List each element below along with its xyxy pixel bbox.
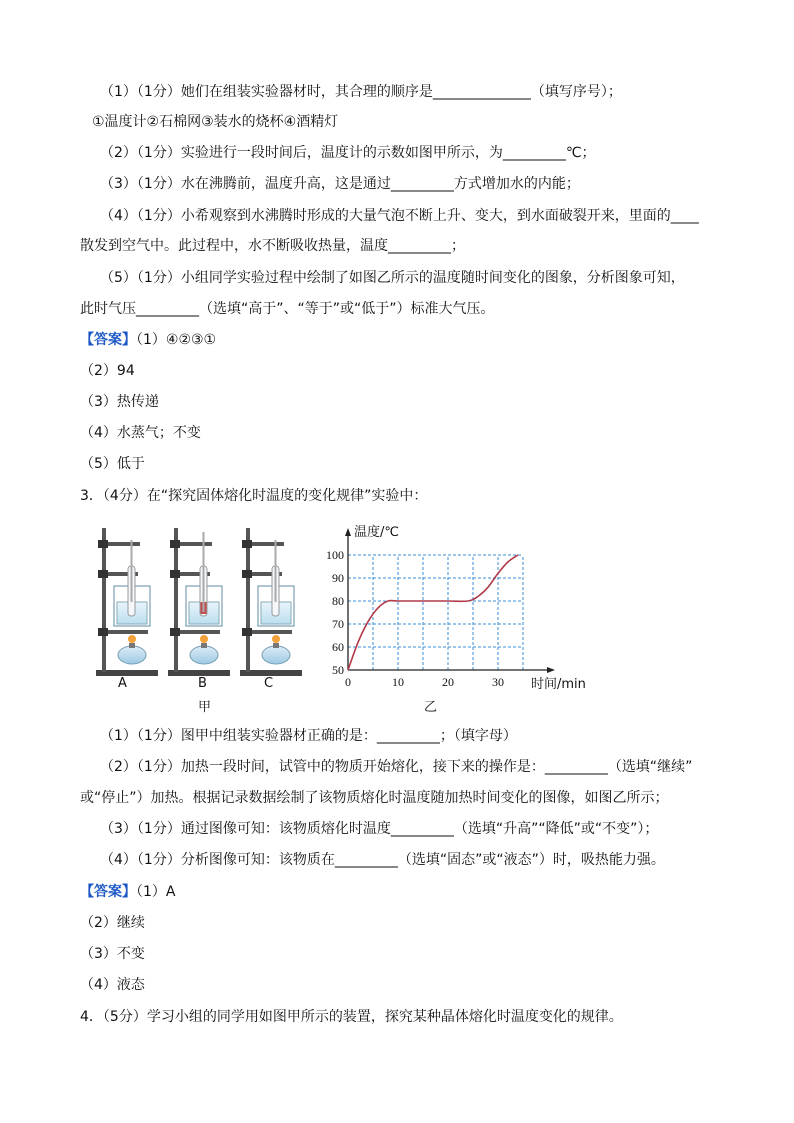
- temperature-time-chart: [324, 522, 604, 714]
- q3-answer-4: （4）液态: [80, 977, 145, 993]
- stand-b: [168, 528, 230, 676]
- q3-answer-row1: [80, 882, 175, 902]
- x-tick-label: 10: [392, 675, 404, 689]
- q2-sub4-line1: （4）（1分）小希观察到水沸腾时形成的大量气泡不断上升、变大，到水面破裂开来，里面的____: [100, 208, 699, 224]
- answer-tag: 【答案】: [80, 332, 136, 348]
- y-tick-label: 80: [332, 594, 344, 608]
- q2-sub1-options: ①温度计②石棉网③装水的烧杯④酒精灯: [92, 114, 339, 130]
- q2-answer-2: （2）94: [80, 363, 135, 379]
- q3-sub2-line2: 或“停止”）加热。根据记录数据绘制了该物质熔化时温度随加热时间变化的图像，如图乙所示；: [80, 790, 669, 806]
- y-tick-label: 100: [326, 548, 344, 562]
- q2-sub1: （1）（1分）她们在组装实验器材时，其合理的顺序是______________（填写序号）；: [100, 84, 622, 100]
- q3-answer-2: （2）继续: [80, 915, 145, 931]
- q3-answer-3: （3）不变: [80, 946, 145, 962]
- q3-answer-1: （1）A: [136, 884, 176, 900]
- x-tick-label: 20: [442, 675, 454, 689]
- stand-a: [96, 528, 158, 676]
- label-b: B: [198, 676, 207, 691]
- label-jia: 甲: [198, 700, 212, 715]
- x-tick-label: 0: [345, 675, 351, 689]
- stand-c: [240, 528, 302, 676]
- q2-sub3: （3）（1分）水在沸腾前，温度升高，这是通过_________方式增加水的内能；: [100, 176, 580, 192]
- q2-sub4-line2: 散发到空气中。此过程中，水不断吸收热量，温度_________；: [80, 238, 465, 254]
- label-a: A: [118, 676, 127, 691]
- x-tick-label: 30: [492, 675, 504, 689]
- q3-sub3: （3）（1分）通过图像可知：该物质熔化时温度_________（选填“升高”“降低”或“不变”）；: [100, 821, 659, 837]
- q4-heading: 4．（5分）学习小组的同学用如图甲所示的装置，探究某种晶体熔化时温度变化的规律。: [80, 1009, 623, 1025]
- q2-answer-1: （1）④②③①: [136, 332, 217, 348]
- q2-answer-4: （4）水蒸气；不变: [80, 425, 201, 441]
- answer-tag: 【答案】: [80, 884, 136, 900]
- x-axis-label: 时间/min: [531, 677, 586, 692]
- y-tick-label: 70: [332, 617, 344, 631]
- q2-sub5-line1: （5）（1分）小组同学实验过程中绘制了如图乙所示的温度随时间变化的图象，分析图象可知，: [100, 270, 685, 286]
- q3-sub4: （4）（1分）分析图像可知：该物质在_________（选填“固态”或“液态”）时，吸热能力强。: [100, 852, 665, 868]
- label-yi: 乙: [424, 700, 438, 715]
- q3-sub1: （1）（1分）图甲中组装实验器材正确的是：_________；（填字母）: [100, 728, 517, 744]
- q2-sub2: （2）（1分）实验进行一段时间后，温度计的示数如图甲所示，为_________℃；: [100, 145, 596, 161]
- label-c: C: [264, 676, 274, 691]
- x-axis-arrow: [547, 667, 555, 673]
- q2-answer-row1: [80, 330, 216, 350]
- q2-answer-5: （5）低于: [80, 456, 145, 472]
- q3-figure: [92, 522, 612, 714]
- y-axis-arrow: [345, 528, 351, 536]
- y-tick-label: 50: [332, 663, 344, 677]
- y-axis-label: 温度/℃: [354, 525, 399, 540]
- q3-sub2-line1: （2）（1分）加热一段时间，试管中的物质开始熔化，接下来的操作是：_________（选填“继续”: [100, 759, 693, 775]
- q3-heading: 3．（4分）在“探究固体熔化时温度的变化规律”实验中：: [80, 488, 428, 504]
- y-tick-label: 90: [332, 571, 344, 585]
- q2-sub5-line2: 此时气压_________（选填“高于”、“等于”或“低于”）标准大气压。: [80, 301, 495, 317]
- q2-answer-3: （3）热传递: [80, 394, 159, 410]
- y-tick-label: 60: [332, 640, 344, 654]
